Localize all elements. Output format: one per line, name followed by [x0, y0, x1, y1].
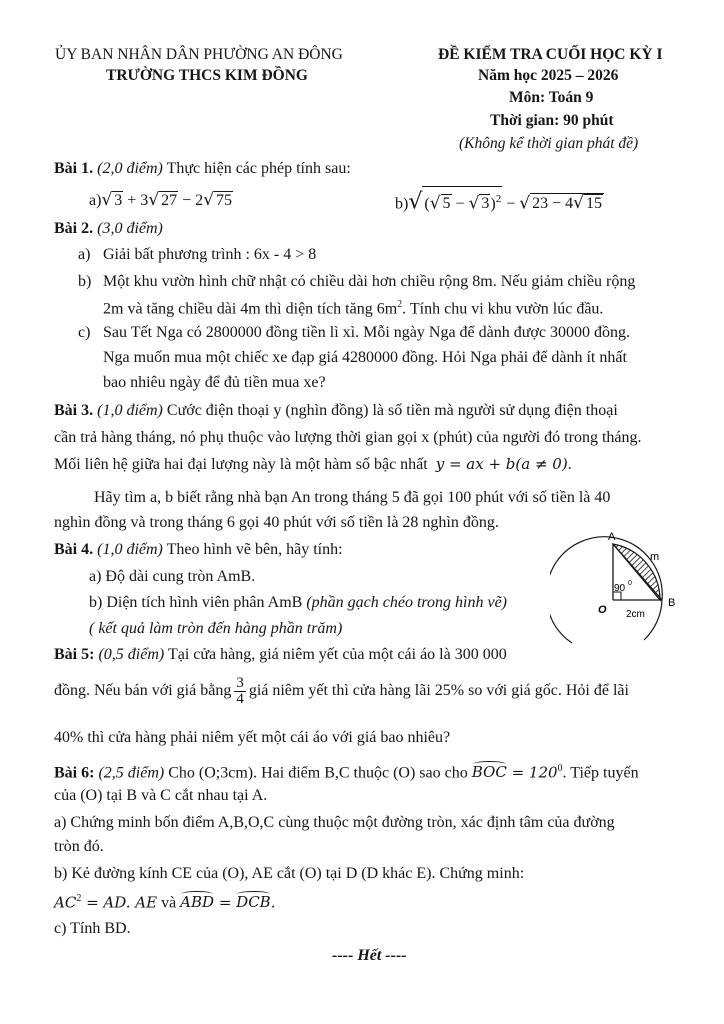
label-O: O: [598, 604, 607, 616]
radicand-part: 23 − 4: [532, 195, 574, 213]
bai1-b-label: b): [395, 195, 409, 213]
duration-note: (Không kể thời gian phát đề): [459, 135, 639, 152]
math-op: + 3: [123, 192, 149, 209]
end-marker: ---- Hết ----: [332, 947, 407, 964]
bai3-line4: Hãy tìm a, b biết rằng nhà bạn An trong tháng 5 đã gọi 100 phút với số tiền là 40: [94, 489, 611, 506]
sqrt-radicand: 3: [114, 192, 123, 209]
bai2-b-label: b): [78, 273, 92, 290]
bai6-b-line1: b) Kẻ đường kính CE của (O), AE cắt (O) tại D (D khác E). Chứng minh:: [54, 865, 525, 882]
paren: ): [490, 195, 496, 213]
bai2-heading: [54, 218, 163, 239]
text-run: AC: [54, 893, 77, 912]
bai1-heading: [54, 158, 351, 179]
bai2-c-line2: Nga muốn mua một chiếc xe đạp giá 4280000 đồng. Hỏi Nga phải để dành ít nhất: [103, 349, 627, 366]
bai5-line2: [54, 674, 629, 708]
bai2-points: (3,0 điểm): [97, 220, 163, 237]
school-year: Năm học 2025 – 2026: [478, 67, 619, 84]
duration: Thời gian: 90 phút: [490, 112, 614, 129]
bai6-a-line2: tròn đó.: [54, 838, 104, 855]
sqrt-radicand: 27: [161, 192, 178, 209]
bai6-a-line1: a) Chứng minh bốn điểm A,B,O,C cùng thuộc một đường tròn, xác định tâm của đường: [54, 814, 615, 831]
circle-outline: [644, 600, 662, 640]
bai4-a: a) Độ dài cung tròn AmB.: [89, 568, 256, 585]
math-op: − 2: [178, 192, 204, 209]
bai4-points: (1,0 điểm): [97, 541, 163, 558]
text-run: b) Diện tích hình viên phân AmB: [89, 594, 303, 611]
paren: (: [424, 195, 430, 213]
exam-title: ĐỀ KIỂM TRA CUỐI HỌC KỲ I: [438, 46, 663, 63]
linear-function-formula: y = ax + b(a ≠ 0): [435, 455, 568, 473]
text-run: =: [214, 893, 237, 912]
bai4-c: ( kết quả làm tròn đến hàng phần trăm): [89, 620, 343, 637]
bai2-a-text: Giải bất phương trình : 6x - 4 > 8: [103, 246, 317, 263]
authority-name: ỦY BAN NHÂN DÂN PHƯỜNG AN ĐÔNG: [55, 46, 343, 63]
sqrt-sign: √: [408, 189, 423, 215]
bai3-line2: cần trả hàng tháng, nó phụ thuộc vào lượng thời gian gọi x (phút) của người đó trong tháng.: [54, 429, 642, 446]
text-run: giá niêm yết thì cửa hàng lãi 25% so với giá gốc. Hỏi để lãi: [248, 682, 629, 699]
sqrt-sign: √: [468, 193, 480, 214]
bai2-a-label: a): [78, 246, 91, 263]
sqrt-radicand: 75: [216, 192, 233, 209]
text-run: và: [157, 894, 181, 912]
sqrt-sign: √: [148, 190, 160, 210]
label-B: B: [668, 597, 676, 609]
bai1-points: (2,0 điểm): [97, 160, 163, 177]
bai5-line3: 40% thì cửa hàng phải niêm yết một cái áo với giá bao nhiêu?: [54, 729, 451, 746]
sqrt-sign: √: [573, 193, 584, 214]
text-run: = 120: [506, 763, 558, 782]
arc-DCB: DCB: [236, 893, 271, 912]
sqrt-sign: √: [203, 190, 215, 210]
bai5-line1: [54, 644, 507, 665]
text-run: . Tính chu vi khu vườn lúc đầu.: [402, 300, 604, 318]
bai5-label: Bài 5:: [54, 646, 95, 663]
bai4-heading: [54, 539, 343, 560]
sqrt-radicand: 3: [481, 195, 490, 213]
bai1-label: Bài 1.: [54, 160, 94, 177]
superscript: 2: [397, 299, 403, 310]
sqrt-sign: √: [519, 193, 531, 214]
arc-ABD: ABD: [180, 893, 215, 912]
bai6-b-formula: [54, 888, 275, 913]
text-run: .: [567, 456, 572, 473]
bai1-text: Thực hiện các phép tính sau:: [166, 160, 351, 177]
bai4-b: [89, 592, 507, 613]
bai6-label: Bài 6:: [54, 764, 95, 782]
bai2-c-line1: Sau Tết Nga có 2800000 đồng tiền lì xì. Mỗi ngày Nga để dành được 30000 đồng.: [103, 324, 630, 341]
bai3-label: Bài 3.: [54, 402, 94, 419]
circle-figure: [550, 528, 680, 668]
fraction-three-quarters: [234, 676, 246, 707]
text-run: Cước điện thoại y (nghìn đồng) là số tiền mà người sử dụng điện thoại: [166, 402, 618, 419]
subject: Môn: Toán 9: [509, 89, 594, 106]
math-op: −: [451, 195, 469, 213]
label-A: A: [608, 531, 616, 543]
sqrt-sign: √: [429, 193, 441, 214]
label-degree: 0: [628, 580, 632, 587]
text-run: = AD. AE: [81, 893, 158, 912]
fraction-numerator: 3: [236, 674, 244, 691]
bai6-c: c) Tính BD.: [54, 920, 131, 937]
text-run: 2m và tăng chiều dài 4m thì diện tích tăng 6m: [103, 300, 398, 318]
sqrt-radicand: [530, 193, 604, 212]
text-run: Cho (O;3cm). Hai điểm B,C thuộc (O) sao cho: [168, 764, 468, 782]
arc-BOC: BOC: [471, 763, 507, 782]
circle-outline: [550, 537, 662, 643]
bai3-points: (1,0 điểm): [97, 402, 163, 419]
text-run: đồng. Nếu bán với giá bằng: [54, 682, 232, 699]
degree: 0: [557, 763, 563, 774]
text-run: Tại cửa hàng, giá niêm yết của một cái áo là 300 000: [167, 646, 507, 663]
bai6-line1: [54, 758, 639, 783]
exponent: 2: [495, 193, 502, 205]
bai5-points: (0,5 điểm): [98, 646, 165, 663]
math-op: −: [502, 195, 520, 213]
bai3-line3: [54, 454, 572, 475]
bai2-b-line1: Một khu vườn hình chữ nhật có chiều dài hơn chiều rộng 8m. Nếu giảm chiều rộng: [103, 273, 636, 290]
bai3-line5: nghìn đồng và trong tháng 6 gọi 40 phút với số tiền là 28 nghìn đồng.: [54, 514, 499, 531]
bai3-line1: [54, 400, 618, 421]
school-name: TRƯỜNG THCS KIM ĐỒNG: [106, 67, 308, 84]
text-run: . Tiếp tuyến: [562, 764, 639, 782]
bai2-c-line3: bao nhiêu ngày để đủ tiền mua xe?: [103, 374, 326, 391]
sqrt-radicand: [422, 186, 502, 216]
text-run: .: [270, 893, 276, 912]
fraction-denominator: 4: [236, 690, 244, 707]
sqrt-radicand: 15: [585, 195, 602, 213]
text-run: (phần gạch chéo trong hình vẽ): [306, 594, 507, 611]
sqrt-radicand: 5: [442, 195, 451, 213]
text-run: Theo hình vẽ bên, hãy tính:: [166, 541, 343, 558]
bai2-label: Bài 2.: [54, 220, 94, 237]
bai2-c-label: c): [78, 324, 91, 341]
sqrt-sign: √: [101, 190, 113, 210]
bai6-points: (2,5 điểm): [98, 764, 165, 782]
label-m: m: [650, 551, 660, 563]
label-radius: 2cm: [626, 609, 645, 620]
bai2-b-line2: [103, 294, 603, 319]
bai1-part-b: [395, 186, 604, 216]
exponent: 2: [76, 893, 82, 904]
bai4-label: Bài 4.: [54, 541, 94, 558]
bai6-line2: của (O) tại B và C cắt nhau tại A.: [54, 787, 268, 804]
text-run: Mối liên hệ giữa hai đại lượng này là một hàm số bậc nhất: [54, 456, 428, 473]
bai1-part-a: [89, 190, 233, 211]
label-angle: 90: [614, 583, 626, 594]
bai1-a-label: a): [89, 192, 102, 209]
